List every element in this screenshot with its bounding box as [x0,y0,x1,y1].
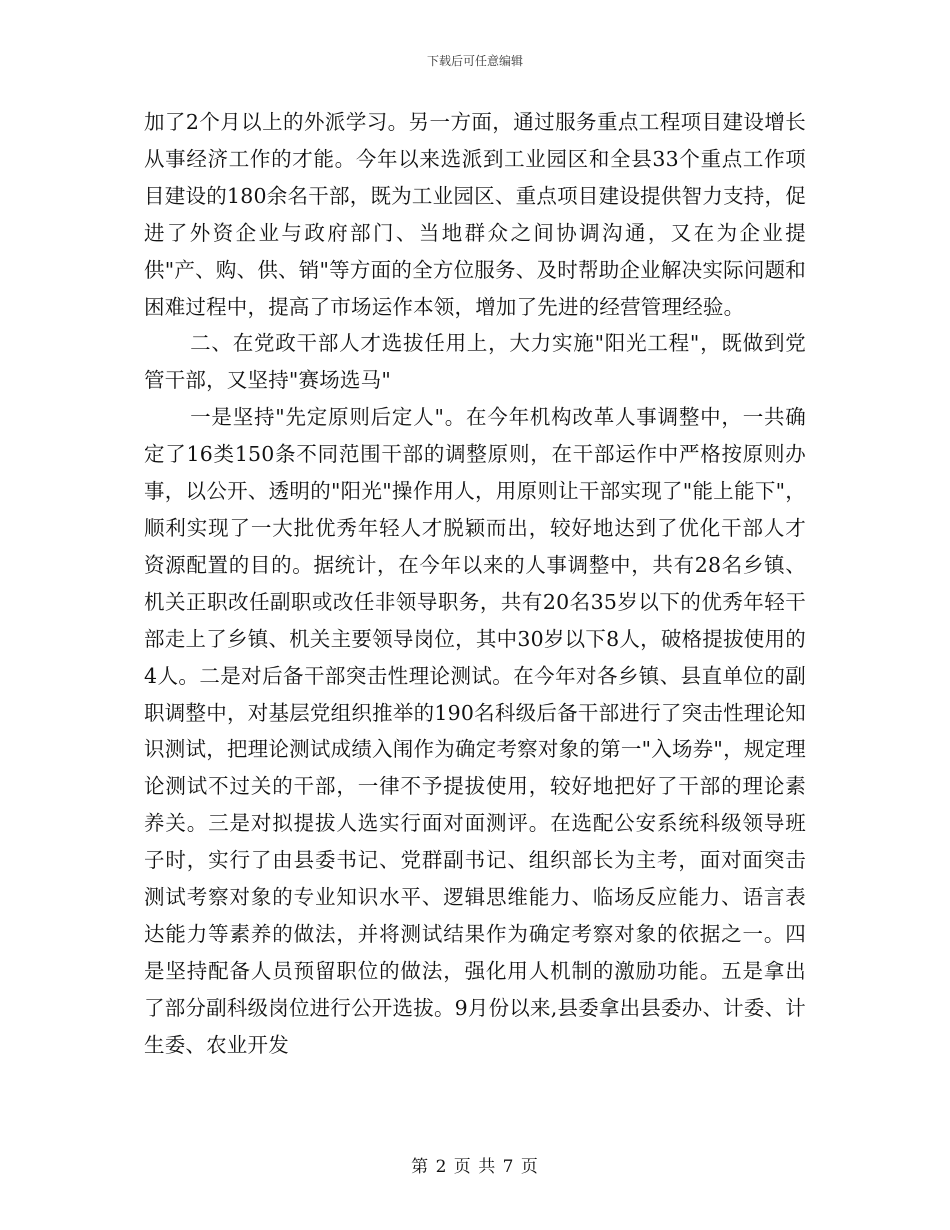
paragraph-continuation: 加了2个月以上的外派学习。另一方面，通过服务重点工程项目建设增长从事经济工作的才能。今年以来选派到工业园区和全县33个重点工作项目建设的180余名干部，既为工业园区、重点项目建设提供智力支持，促进了外资企业与政府部门、当地群众之间协调沟通，又在为企业提供"产、购、供、销"等方面的全方位服务、及时帮助企业解决实际问题和困难过程中，提高了市场运作本领，增加了先进的经营管理经验。 [144,110,806,319]
section-heading: 二、在党政干部人才选拔任用上，大力实施"阳光工程"，既做到党管干部，又坚持"赛场选马" [144,331,806,393]
page-number-footer: 第 2 页 共 7 页 [411,1157,539,1177]
document-body [144,104,806,1064]
paragraph-main: 一是坚持"先定原则后定人"。在今年机构改革人事调整中，一共确定了16类150条不同范围干部的调整原则，在干部运作中严格按原则办事，以公开、透明的"阳光"操作用人，用原则让干部实现了"能上能下"，顺利实现了一大批优秀年轻人才脱颖而出，较好地达到了优化干部人才资源配置的目的。据统计，在今年以来的人事调整中，共有28名乡镇、机关正职改任副职或改任非领导职务，共有20名35岁以下的优秀年轻干部走上了乡镇、机关主要领导岗位，其中30岁以下8人，破格提拔使用的4人。二是对后备干部突击性理论测试。在今年对各乡镇、县直单位的副职调整中，对基层党组织推举的190名科级后备干部进行了突击性理论知识测试，把理论测试成绩入闱作为确定考察对象的第一"入场券"，规定理论测试不过关的干部，一律不予提拔使用，较好地把好了干部的理论素养关。三是对拟提拔人选实行面对面测评。在选配公安系统科级领导班子时，实行了由县委书记、党群副书记、组织部长为主考，面对面突击测试考察对象的专业知识水平、逻辑思维能力、临场反应能力、语言表达能力等素养的做法，并将测试结果作为确定考察对象的依据之一。四是坚持配备人员预留职位的做法，强化用人机制的激励功能。五是拿出了部分副科级岗位进行公开选拔。9月份以来,县委拿出县委办、计委、计生委、农业开发 [144,405,806,1057]
page-header: 下载后可任意编辑 [426,54,523,68]
